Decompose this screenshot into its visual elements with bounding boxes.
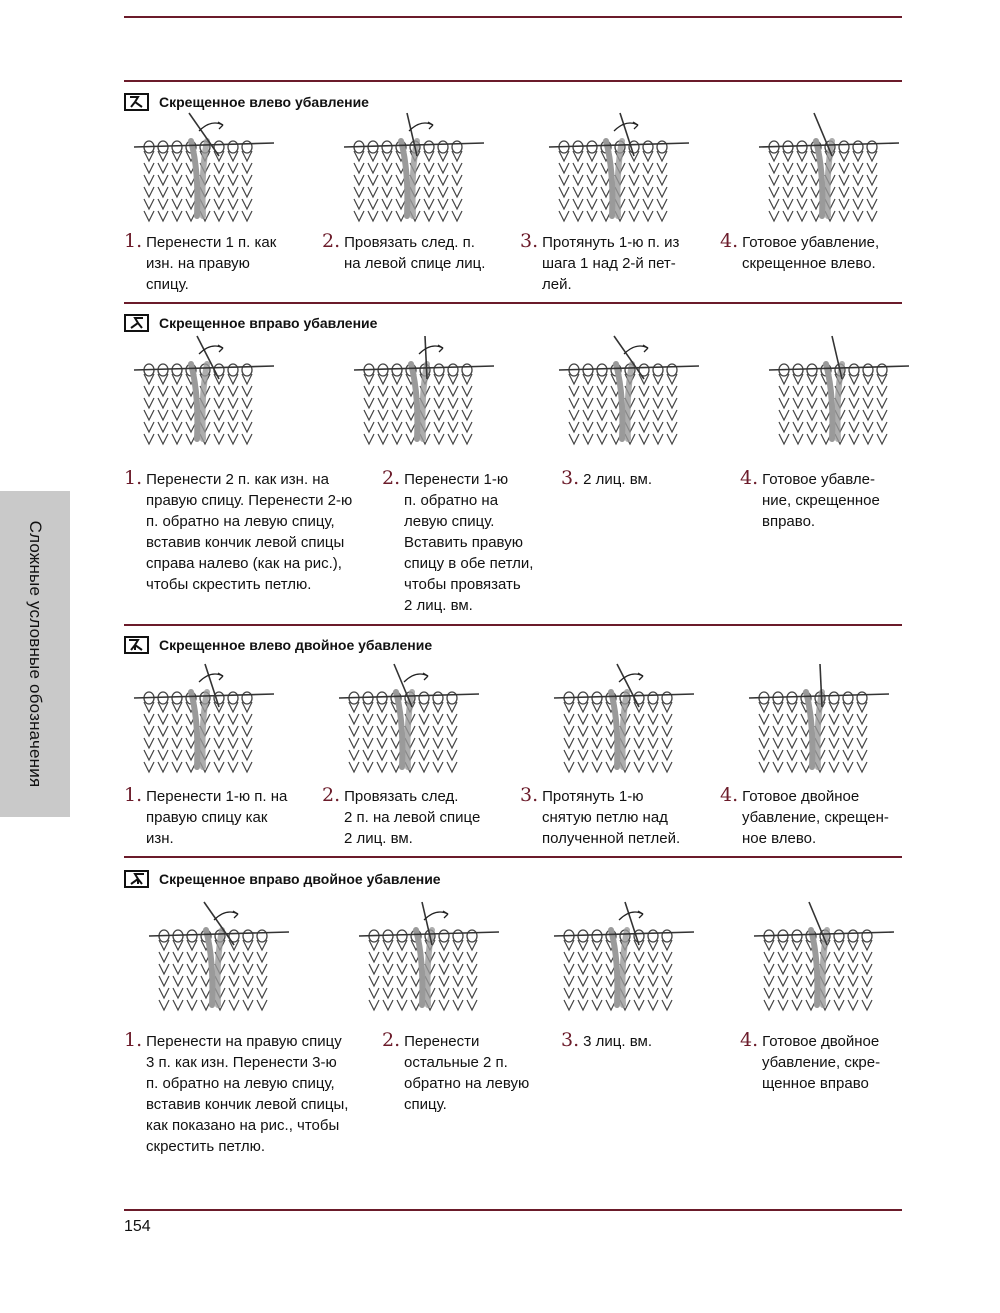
knitting-illustration-1 — [129, 334, 279, 454]
step-line: ное влево. — [742, 830, 817, 847]
section-rule — [124, 302, 902, 304]
step-number: 2. — [322, 230, 341, 252]
step-1 — [124, 785, 287, 849]
section-title: Скрещенное влево убавление — [159, 94, 369, 110]
step-line: вправо. — [762, 513, 816, 530]
knitting-swatch-drawing — [549, 662, 699, 777]
step-1 — [124, 1030, 348, 1157]
knitting-swatch-drawing — [749, 900, 899, 1015]
step-number: 2. — [382, 1029, 401, 1051]
knitting-illustration-1 — [144, 900, 294, 1020]
knitting-swatch-drawing — [144, 900, 294, 1015]
step-line: Перенести 1-ю п. на — [146, 788, 288, 805]
step-line: Протянуть 1-ю п. из — [542, 234, 680, 251]
step-line: левую спицу. — [404, 513, 495, 530]
left-cross-symbol-icon — [124, 93, 149, 111]
step-line: 3 п. как изн. Перенести 3-ю — [146, 1054, 337, 1071]
knitting-illustration-3 — [554, 334, 704, 454]
knitting-swatch-drawing — [544, 111, 694, 226]
section-right-cross — [124, 312, 902, 622]
knitting-swatch-drawing — [129, 111, 279, 226]
step-line: Готовое двойное — [762, 1033, 880, 1050]
step-line: Перенести 1 п. как — [146, 234, 277, 251]
knitting-swatch-drawing — [549, 900, 699, 1015]
step-number: 2. — [322, 784, 341, 806]
step-line: изн. на правую — [146, 255, 250, 272]
step-number: 1. — [124, 784, 143, 806]
step-line: изн. — [146, 830, 174, 847]
step-line: остальные 2 п. — [404, 1054, 508, 1071]
page-number: 154 — [124, 1218, 151, 1235]
section-header — [124, 634, 432, 656]
step-line: как показано на рис., чтобы — [146, 1117, 340, 1134]
section-title: Скрещенное вправо убавление — [159, 315, 378, 331]
step-number: 3. — [561, 467, 580, 489]
knitting-swatch-drawing — [764, 334, 914, 449]
step-2 — [382, 468, 533, 616]
knitting-illustration-2 — [354, 900, 504, 1020]
step-2 — [322, 231, 485, 274]
step-line: правую спицу как — [146, 809, 268, 826]
knitting-swatch-drawing — [744, 662, 894, 777]
step-line: щенное вправо — [762, 1075, 869, 1092]
step-4 — [740, 1030, 880, 1094]
section-rule — [124, 80, 902, 82]
knitting-illustration-4 — [744, 662, 894, 782]
section-title: Скрещенное влево двойное убавление — [159, 637, 433, 653]
step-number: 1. — [124, 467, 143, 489]
right-cross-double-symbol-icon — [124, 870, 149, 888]
knitting-illustration-4 — [764, 334, 914, 454]
step-number: 2. — [382, 467, 401, 489]
step-line: чтобы провязать — [404, 576, 521, 593]
step-number: 3. — [561, 1029, 580, 1051]
step-number: 1. — [124, 1029, 143, 1051]
side-tab-label: Сложные условные обозначения — [26, 520, 45, 788]
knitting-illustration-1 — [129, 662, 279, 782]
step-number: 4. — [720, 784, 739, 806]
step-line: вставив кончик левой спицы, — [146, 1096, 349, 1113]
step-2 — [322, 785, 480, 849]
step-line: Готовое убавление, — [742, 234, 880, 251]
step-line: 2 лиц. вм. — [344, 830, 413, 847]
section-header — [124, 868, 441, 890]
knitting-illustration-3 — [544, 111, 694, 231]
step-line: обратно на левую — [404, 1075, 530, 1092]
section-title: Скрещенное вправо двойное убавление — [159, 871, 441, 887]
step-line: 2 п. на левой спице — [344, 809, 481, 826]
step-4 — [720, 785, 889, 849]
step-line: Перенести на правую спицу — [146, 1033, 342, 1050]
step-4 — [720, 231, 879, 274]
step-line: справа налево (как на рис.), — [146, 555, 342, 572]
knitting-illustration-2 — [349, 334, 499, 454]
step-line: скрещенное влево. — [742, 255, 876, 272]
step-3 — [520, 231, 679, 295]
step-line: убавление, скрещен- — [742, 809, 889, 826]
section-left-cross-double — [124, 634, 902, 854]
step-number: 4. — [720, 230, 739, 252]
step-line: Перенести 1-ю — [404, 471, 509, 488]
top-rule — [124, 16, 902, 18]
knitting-swatch-drawing — [754, 111, 904, 226]
step-line: 2 лиц. вм. — [583, 471, 652, 488]
step-line: снятую петлю над — [542, 809, 668, 826]
step-line: 3 лиц. вм. — [583, 1033, 652, 1050]
knitting-swatch-drawing — [354, 900, 504, 1015]
bottom-rule — [124, 1209, 902, 1211]
step-1 — [124, 468, 352, 595]
section-rule — [124, 624, 902, 626]
step-line: Провязать след. — [344, 788, 459, 805]
step-line: убавление, скре- — [762, 1054, 881, 1071]
step-number: 1. — [124, 230, 143, 252]
knitting-illustration-2 — [339, 111, 489, 231]
step-line: Готовое двойное — [742, 788, 860, 805]
knitting-swatch-drawing — [339, 111, 489, 226]
step-text — [124, 234, 276, 295]
step-3 — [561, 1030, 652, 1052]
step-line: спицу. — [146, 276, 189, 293]
step-number: 3. — [520, 230, 539, 252]
knitting-illustration-2 — [334, 662, 484, 782]
step-1 — [124, 231, 276, 295]
section-rule — [124, 856, 902, 858]
step-4 — [740, 468, 880, 532]
knitting-swatch-drawing — [554, 334, 704, 449]
step-line: спицу в обе петли, — [404, 555, 534, 572]
section-header — [124, 91, 369, 113]
step-line: чтобы скрестить петлю. — [146, 576, 312, 593]
section-header — [124, 312, 377, 334]
step-line: шага 1 над 2-й пет- — [542, 255, 676, 272]
knitting-illustration-1 — [129, 111, 279, 231]
step-line: вставив кончик левой спицы — [146, 534, 345, 551]
step-number: 4. — [740, 1029, 759, 1051]
step-line: Вставить правую — [404, 534, 523, 551]
step-line: Перенести 2 п. как изн. на — [146, 471, 329, 488]
step-line: Готовое убавле- — [762, 471, 875, 488]
step-3 — [561, 468, 652, 490]
step-line: Провязать след. п. — [344, 234, 475, 251]
step-line: п. обратно на — [404, 492, 499, 509]
knitting-swatch-drawing — [349, 334, 499, 449]
step-number: 3. — [520, 784, 539, 806]
step-line: п. обратно на левую спицу, — [146, 1075, 335, 1092]
knitting-swatch-drawing — [334, 662, 484, 777]
step-line: Перенести — [404, 1033, 480, 1050]
step-line: Протянуть 1-ю — [542, 788, 644, 805]
step-line: п. обратно на левую спицу, — [146, 513, 335, 530]
right-cross-symbol-icon — [124, 314, 149, 332]
step-line: на левой спице лиц. — [344, 255, 486, 272]
step-line: полученной петлей. — [542, 830, 681, 847]
step-line: спицу. — [404, 1096, 447, 1113]
knitting-illustration-3 — [549, 900, 699, 1020]
knitting-swatch-drawing — [129, 334, 279, 449]
step-line: лей. — [542, 276, 572, 293]
section-right-cross-double — [124, 868, 902, 1203]
step-line: скрестить петлю. — [146, 1138, 266, 1155]
section-left-cross — [124, 91, 902, 301]
step-line: 2 лиц. вм. — [404, 597, 473, 614]
step-line: правую спицу. Перенести 2-ю — [146, 492, 353, 509]
left-cross-double-symbol-icon — [124, 636, 149, 654]
step-line: ние, скрещенное — [762, 492, 880, 509]
step-2 — [382, 1030, 529, 1115]
knitting-illustration-3 — [549, 662, 699, 782]
knitting-illustration-4 — [749, 900, 899, 1020]
knitting-swatch-drawing — [129, 662, 279, 777]
step-number: 4. — [740, 467, 759, 489]
knitting-illustration-4 — [754, 111, 904, 231]
step-3 — [520, 785, 680, 849]
